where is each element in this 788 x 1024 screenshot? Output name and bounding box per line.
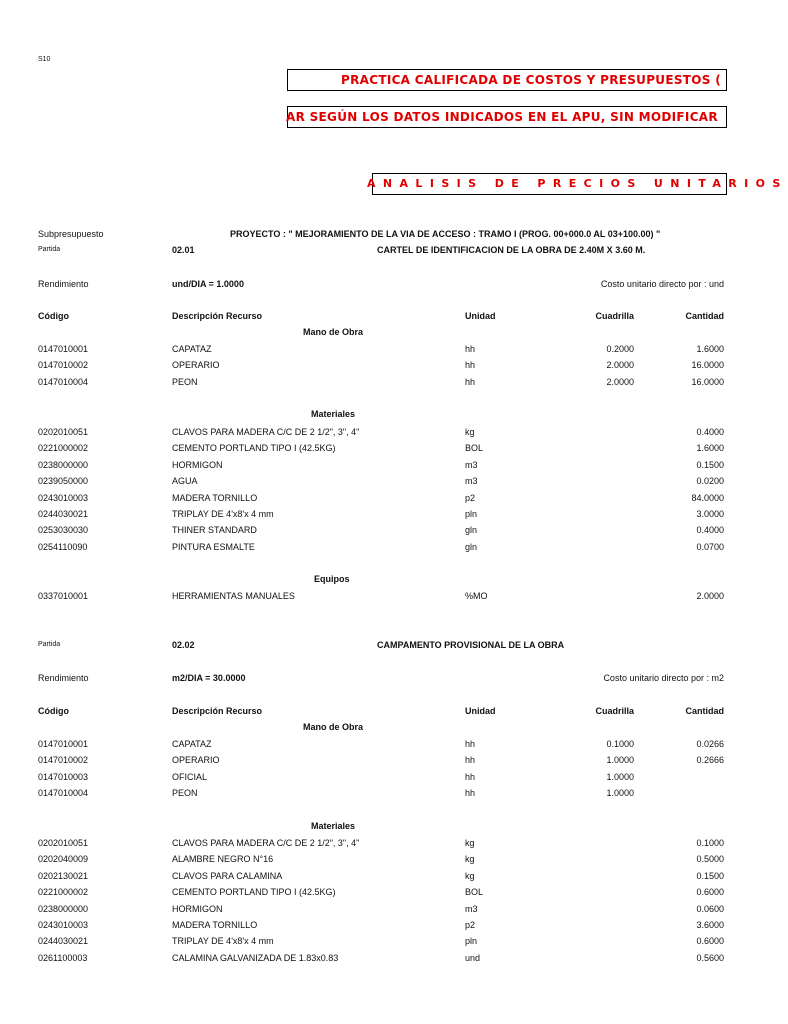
cell-descripcion: AGUA bbox=[172, 476, 198, 487]
title-banner-text: PRACTICA CALIFICADA DE COSTOS Y PRESUPUESTOS ( bbox=[341, 73, 721, 87]
resource-row bbox=[0, 589, 768, 603]
cell-cantidad: 0.2666 bbox=[696, 755, 724, 766]
cell-unidad: %MO bbox=[465, 591, 488, 601]
cell-cuadrilla: 1.0000 bbox=[606, 771, 634, 782]
cell-codigo: 0238000000 bbox=[38, 459, 89, 470]
cell-unidad: BOL bbox=[465, 887, 484, 898]
cell-unidad: p2 bbox=[465, 492, 476, 503]
partida-label: Partida bbox=[38, 641, 61, 648]
resource-row bbox=[0, 441, 768, 455]
costo-unitario-label: Costo unitario directo por : und bbox=[600, 279, 724, 289]
cell-unidad: hh bbox=[465, 788, 476, 799]
cell-codigo: 0202010051 bbox=[38, 838, 89, 848]
cell-unidad: hh bbox=[465, 344, 476, 354]
cell-cantidad: 0.0200 bbox=[696, 476, 724, 487]
cell-unidad: pln bbox=[465, 509, 478, 519]
resource-row bbox=[0, 902, 768, 916]
cell-descripcion: TRIPLAY DE 4'x8'x 4 mm bbox=[172, 936, 274, 947]
resource-row bbox=[0, 885, 768, 899]
cell-unidad: hh bbox=[465, 360, 476, 371]
resource-row bbox=[0, 934, 768, 948]
cell-codigo: 0147010001 bbox=[38, 739, 89, 749]
resource-row bbox=[0, 951, 768, 965]
cell-unidad: kg bbox=[465, 838, 475, 848]
cell-cuadrilla: 0.2000 bbox=[606, 344, 634, 354]
col-header-codigo: Código bbox=[38, 706, 69, 716]
cell-descripcion: HERRAMIENTAS MANUALES bbox=[172, 591, 295, 601]
cell-cantidad: 16.0000 bbox=[691, 376, 724, 387]
resource-row bbox=[0, 770, 768, 784]
title-banner bbox=[287, 69, 727, 91]
subpresupuesto-label: Subpresupuesto bbox=[38, 229, 104, 239]
partida-code: 02.02 bbox=[172, 640, 195, 650]
cell-cantidad: 0.6000 bbox=[696, 887, 724, 898]
cell-cantidad: 0.4000 bbox=[696, 427, 724, 437]
rendimiento-value: und/DIA = 1.0000 bbox=[172, 279, 244, 289]
partida-code: 02.01 bbox=[172, 245, 195, 255]
cell-codigo: 0244030021 bbox=[38, 509, 89, 519]
cell-unidad: gln bbox=[465, 525, 478, 536]
cell-cuadrilla: 1.0000 bbox=[606, 755, 634, 766]
cell-unidad: gln bbox=[465, 541, 478, 552]
cell-codigo: 0337010001 bbox=[38, 591, 89, 601]
cell-descripcion: OFICIAL bbox=[172, 771, 208, 782]
project-title: PROYECTO : " MEJORAMIENTO DE LA VIA DE ACCESO : TRAMO I (PROG. 00+000.0 AL 03+100.00) " bbox=[230, 229, 661, 239]
cell-descripcion: PEON bbox=[172, 376, 198, 387]
resource-row bbox=[0, 836, 768, 850]
cell-unidad: kg bbox=[465, 854, 475, 865]
cell-descripcion: PEON bbox=[172, 788, 198, 799]
cell-codigo: 0239050000 bbox=[38, 476, 89, 487]
cell-unidad: m3 bbox=[465, 903, 478, 914]
resource-row bbox=[0, 540, 768, 554]
col-header-unidad: Unidad bbox=[465, 311, 496, 321]
section-mano-de-obra: Mano de Obra bbox=[303, 722, 364, 732]
col-header-descripcion: Descripción Recurso bbox=[172, 311, 263, 321]
cell-unidad: kg bbox=[465, 427, 475, 437]
cell-codigo: 0147010002 bbox=[38, 360, 89, 371]
cell-unidad: hh bbox=[465, 755, 476, 766]
resource-row bbox=[0, 474, 768, 488]
cell-descripcion: CLAVOS PARA CALAMINA bbox=[172, 870, 283, 881]
section-materiales: Materiales bbox=[311, 821, 356, 831]
cell-descripcion: OPERARIO bbox=[172, 360, 220, 371]
cell-cantidad: 3.6000 bbox=[696, 920, 724, 930]
cell-codigo: 0147010004 bbox=[38, 788, 89, 799]
cell-descripcion: PINTURA ESMALTE bbox=[172, 541, 255, 552]
section-mano-de-obra: Mano de Obra bbox=[303, 327, 364, 337]
col-header-cuadrilla: Cuadrilla bbox=[595, 706, 634, 716]
cell-cuadrilla: 2.0000 bbox=[606, 376, 634, 387]
cell-cantidad: 0.4000 bbox=[696, 525, 724, 536]
cell-codigo: 0202010051 bbox=[38, 427, 89, 437]
cell-descripcion: OPERARIO bbox=[172, 755, 220, 766]
cell-descripcion: THINER STANDARD bbox=[172, 525, 257, 536]
apu-banner-text: ANALISIS DE PRECIOS UNITARIOS bbox=[367, 177, 788, 190]
col-header-cantidad: Cantidad bbox=[685, 706, 724, 716]
cell-descripcion: CEMENTO PORTLAND TIPO I (42.5KG) bbox=[172, 887, 336, 898]
cell-codigo: 0238000000 bbox=[38, 903, 89, 914]
cell-cantidad: 0.0600 bbox=[696, 903, 724, 914]
rendimiento-label: Rendimiento bbox=[38, 673, 89, 683]
cell-unidad: pln bbox=[465, 936, 478, 947]
cell-codigo: 0221000002 bbox=[38, 443, 89, 454]
sheet-code: S10 bbox=[38, 56, 51, 63]
cell-cantidad: 84.0000 bbox=[691, 492, 724, 503]
cell-cantidad: 0.0266 bbox=[696, 739, 724, 749]
resource-row bbox=[0, 425, 768, 439]
cell-codigo: 0253030030 bbox=[38, 525, 89, 536]
cell-unidad: hh bbox=[465, 739, 476, 749]
col-header-unidad: Unidad bbox=[465, 706, 496, 716]
cell-codigo: 0244030021 bbox=[38, 936, 89, 947]
cell-unidad: p2 bbox=[465, 920, 476, 930]
cell-cuadrilla: 1.0000 bbox=[606, 788, 634, 799]
instruction-banner bbox=[287, 106, 727, 128]
cell-cantidad: 1.6000 bbox=[696, 443, 724, 454]
cell-codigo: 0147010001 bbox=[38, 344, 89, 354]
cell-codigo: 0221000002 bbox=[38, 887, 89, 898]
cell-cantidad: 0.5000 bbox=[696, 854, 724, 865]
cell-codigo: 0254110090 bbox=[38, 541, 88, 552]
cell-cantidad: 0.1500 bbox=[696, 459, 724, 470]
cell-cantidad: 16.0000 bbox=[691, 360, 724, 371]
cell-descripcion: MADERA TORNILLO bbox=[172, 492, 258, 503]
partida-label: Partida bbox=[38, 246, 61, 253]
cell-descripcion: CLAVOS PARA MADERA C/C DE 2 1/2", 3", 4" bbox=[172, 838, 360, 848]
cell-descripcion: CLAVOS PARA MADERA C/C DE 2 1/2", 3", 4" bbox=[172, 427, 360, 437]
cell-descripcion: ALAMBRE NEGRO N°16 bbox=[172, 854, 274, 865]
section-materiales: Materiales bbox=[311, 409, 356, 419]
resource-row bbox=[0, 737, 768, 751]
cell-cantidad: 0.0700 bbox=[696, 541, 724, 552]
resource-row bbox=[0, 358, 768, 372]
cell-descripcion: CAPATAZ bbox=[172, 739, 212, 749]
cell-descripcion: HORMIGON bbox=[172, 459, 223, 470]
cell-cantidad: 0.1000 bbox=[696, 838, 724, 848]
cell-descripcion: HORMIGON bbox=[172, 903, 223, 914]
col-header-codigo: Código bbox=[38, 311, 69, 321]
cell-codigo: 0261100003 bbox=[38, 952, 88, 963]
cell-cantidad: 0.5600 bbox=[696, 952, 724, 963]
cell-codigo: 0243010003 bbox=[38, 492, 89, 503]
cell-descripcion: CAPATAZ bbox=[172, 344, 212, 354]
cell-codigo: 0202040009 bbox=[38, 854, 89, 865]
cell-descripcion: CALAMINA GALVANIZADA DE 1.83x0.83 bbox=[172, 952, 339, 963]
instruction-banner-text: AR SEGÚN LOS DATOS INDICADOS EN EL APU, SIN MODIFICAR bbox=[286, 110, 718, 124]
cell-unidad: hh bbox=[465, 771, 476, 782]
cell-cantidad: 1.6000 bbox=[696, 344, 724, 354]
section-equipos: Equipos bbox=[314, 574, 350, 584]
resource-row bbox=[0, 918, 768, 932]
resource-row bbox=[0, 852, 768, 866]
resource-row bbox=[0, 869, 768, 883]
cell-codigo: 0202130021 bbox=[38, 870, 89, 881]
resource-row bbox=[0, 491, 768, 505]
cell-unidad: kg bbox=[465, 870, 475, 881]
cell-cantidad: 3.0000 bbox=[696, 509, 724, 519]
col-header-cuadrilla: Cuadrilla bbox=[595, 311, 634, 321]
col-header-descripcion: Descripción Recurso bbox=[172, 706, 263, 716]
cell-descripcion: TRIPLAY DE 4'x8'x 4 mm bbox=[172, 509, 274, 519]
resource-row bbox=[0, 507, 768, 521]
resource-row bbox=[0, 786, 768, 800]
cell-unidad: BOL bbox=[465, 443, 484, 454]
cell-codigo: 0147010004 bbox=[38, 376, 89, 387]
cell-cantidad: 2.0000 bbox=[696, 591, 724, 601]
cell-descripcion: CEMENTO PORTLAND TIPO I (42.5KG) bbox=[172, 443, 336, 454]
resource-row bbox=[0, 375, 768, 389]
partida-title: CAMPAMENTO PROVISIONAL DE LA OBRA bbox=[377, 640, 565, 650]
cell-cantidad: 0.1500 bbox=[696, 870, 724, 881]
rendimiento-value: m2/DIA = 30.0000 bbox=[172, 673, 246, 683]
resource-row bbox=[0, 523, 768, 537]
rendimiento-label: Rendimiento bbox=[38, 279, 89, 289]
apu-banner bbox=[367, 173, 788, 195]
resource-row bbox=[0, 753, 768, 767]
cell-unidad: m3 bbox=[465, 476, 478, 487]
cell-descripcion: MADERA TORNILLO bbox=[172, 920, 258, 930]
costo-unitario-label: Costo unitario directo por : m2 bbox=[603, 673, 724, 683]
resource-row bbox=[0, 458, 768, 472]
cell-unidad: und bbox=[465, 952, 481, 963]
cell-codigo: 0147010003 bbox=[38, 771, 89, 782]
cell-cuadrilla: 0.1000 bbox=[606, 739, 634, 749]
col-header-cantidad: Cantidad bbox=[685, 311, 724, 321]
partida-title: CARTEL DE IDENTIFICACION DE LA OBRA DE 2.40M X 3.60 M. bbox=[377, 245, 646, 255]
cell-cantidad: 0.6000 bbox=[696, 936, 724, 947]
cell-codigo: 0243010003 bbox=[38, 920, 89, 930]
resource-row bbox=[0, 342, 768, 356]
cell-unidad: hh bbox=[465, 376, 476, 387]
cell-codigo: 0147010002 bbox=[38, 755, 89, 766]
cell-cuadrilla: 2.0000 bbox=[606, 360, 634, 371]
cell-unidad: m3 bbox=[465, 459, 478, 470]
